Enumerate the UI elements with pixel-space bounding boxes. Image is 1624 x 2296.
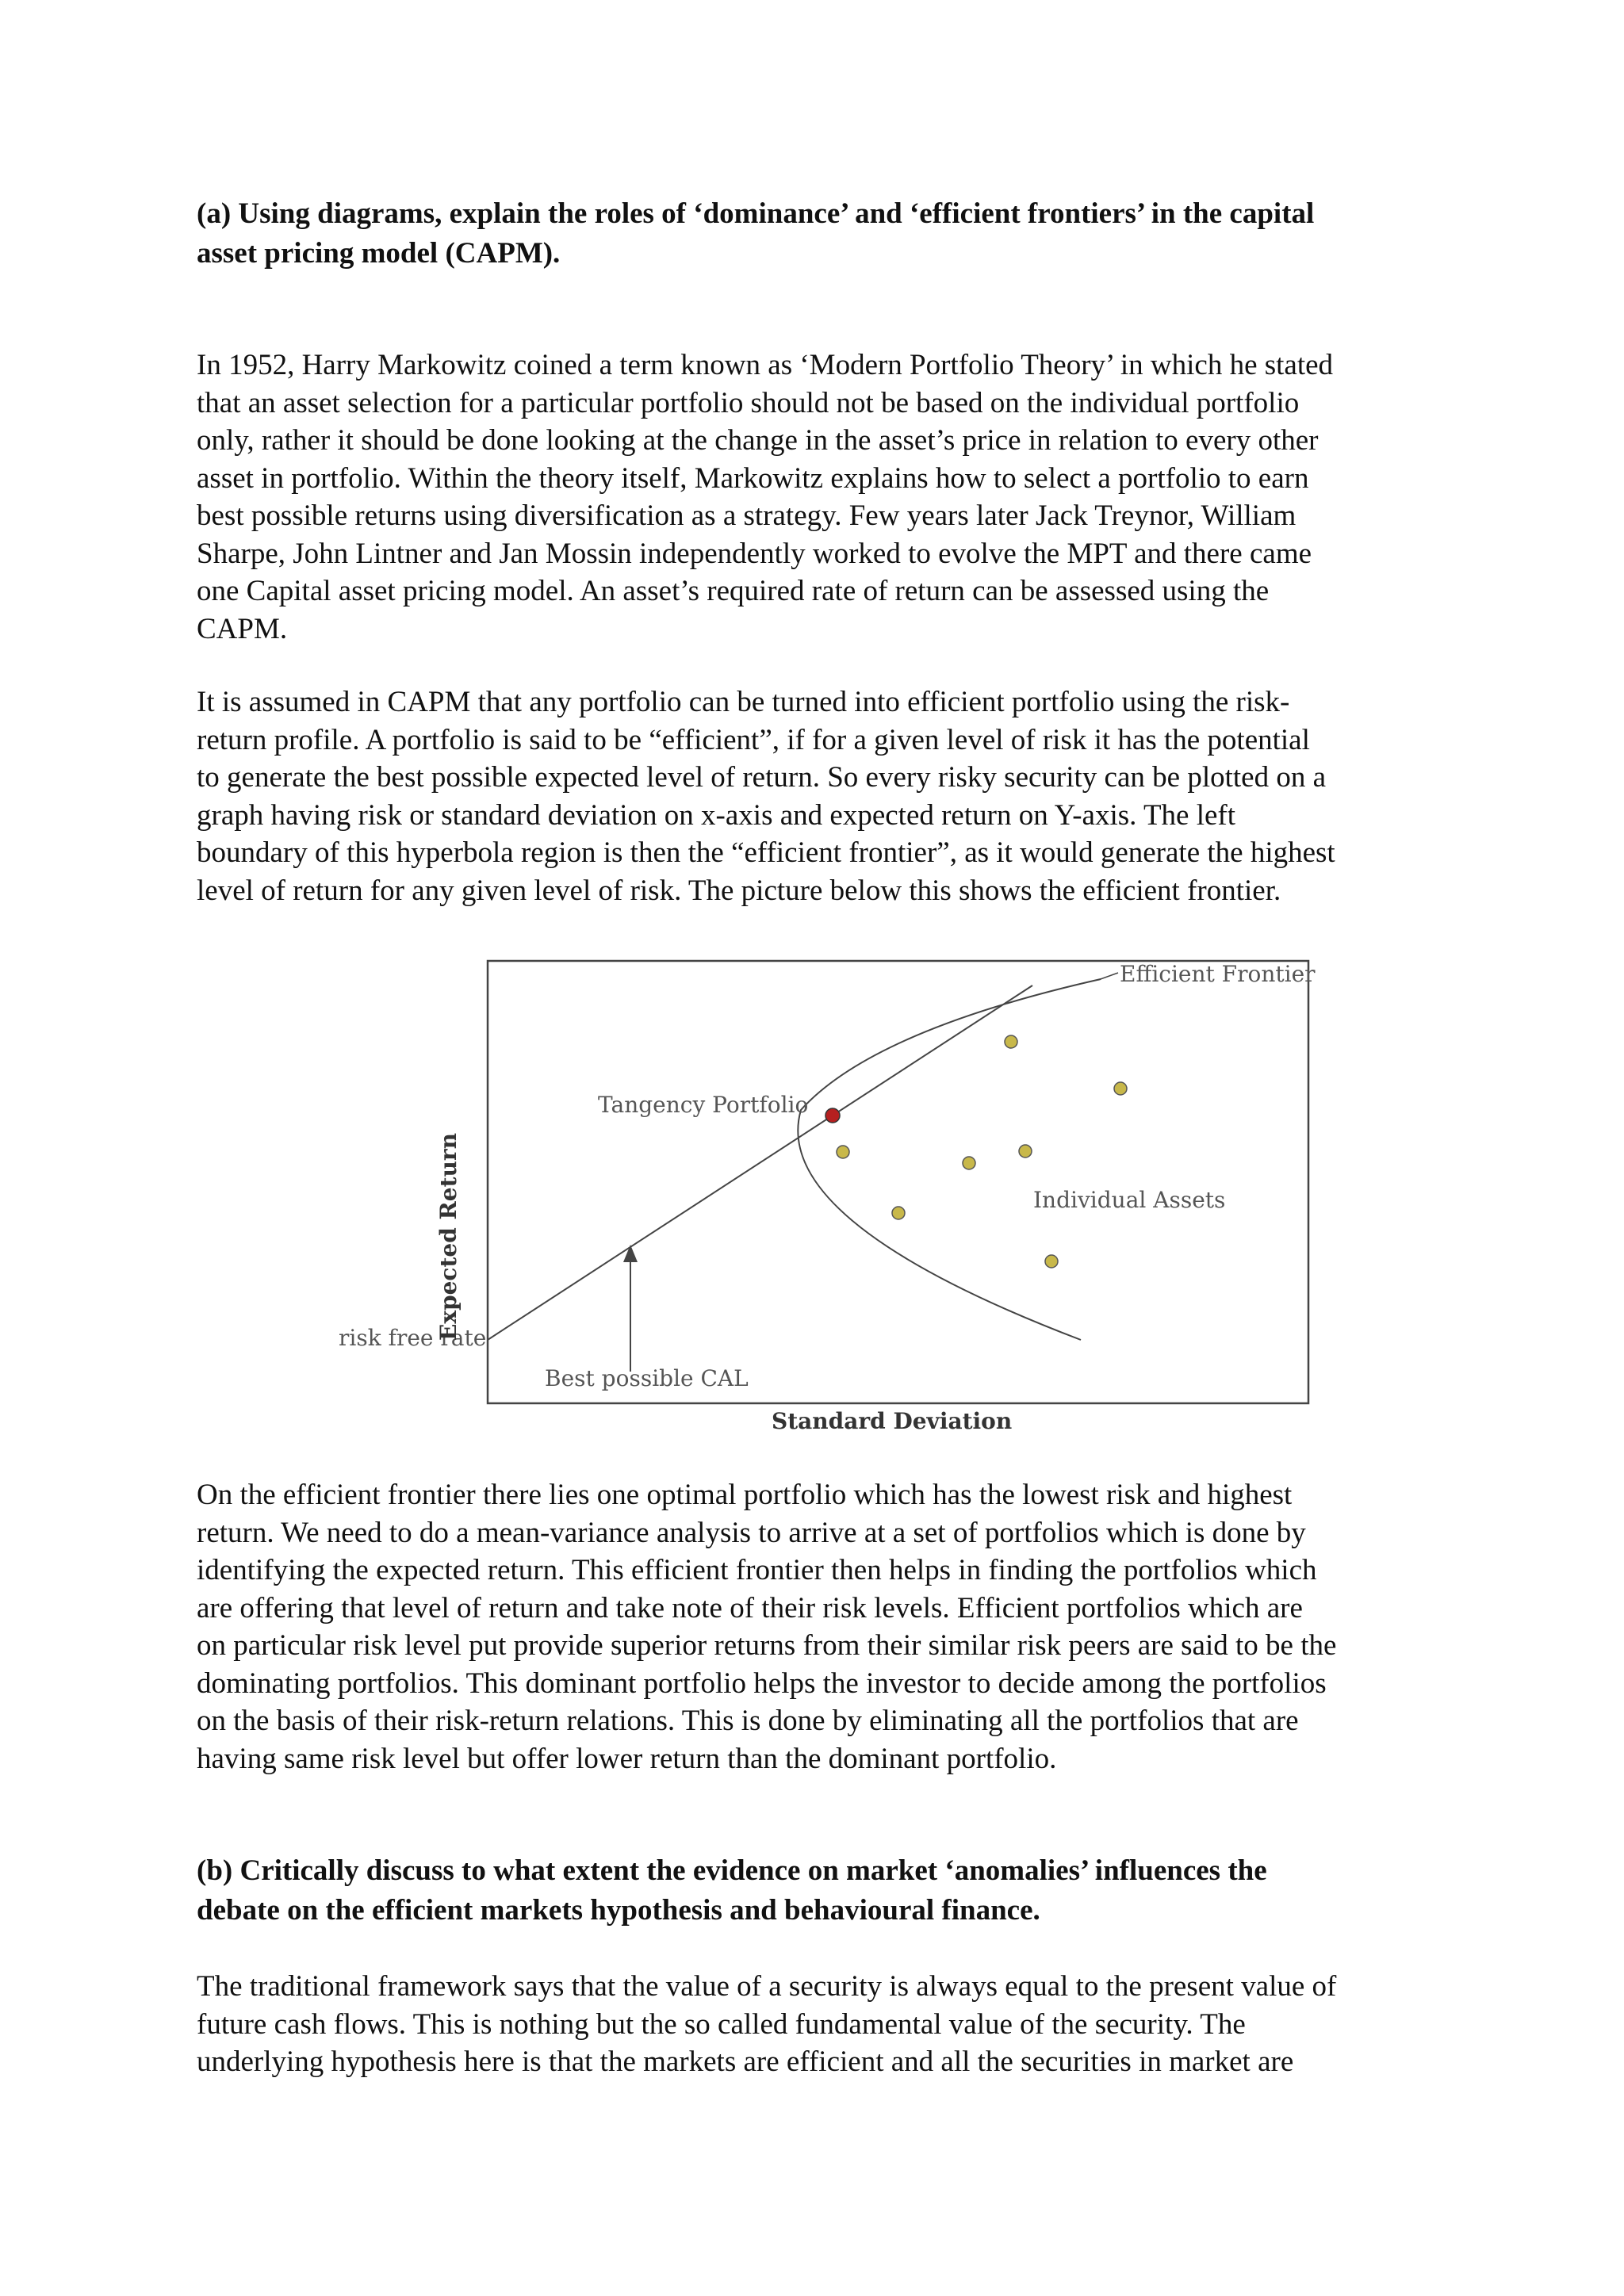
asset-dot — [963, 1157, 975, 1169]
tangency-portfolio-label: Tangency Portfolio — [598, 1092, 809, 1118]
section-b-heading — [197, 1851, 1481, 1931]
asset-dot — [837, 1146, 849, 1158]
efficient-frontier-diagram — [325, 951, 1316, 1443]
text-line: identifying the expected return. This efficient frontier then helps in finding the portfolios which — [197, 1554, 1317, 1586]
text-line: asset in portfolio. Within the theory itself, Markowitz explains how to select a portfolio to earn — [197, 461, 1309, 495]
heading-line: debate on the efficient markets hypothesis and behavioural finance. — [197, 1894, 1040, 1927]
asset-dot — [1019, 1145, 1032, 1158]
text-line: graph having risk or standard deviation on x-axis and expected return on Y-axis. The left — [197, 798, 1236, 832]
text-line: best possible returns using diversification as a strategy. Few years later Jack Treynor, William — [197, 499, 1297, 532]
best-possible-cal-label: Best possible CAL — [545, 1365, 749, 1391]
frontier-leader-line — [1098, 973, 1118, 980]
asset-dot — [1005, 1035, 1017, 1048]
individual-asset-dots — [837, 1035, 1127, 1268]
heading-line: (b) Critically discuss to what extent the evidence on market ‘anomalies’ influences the — [197, 1854, 1267, 1887]
efficient-frontier-label: Efficient Frontier — [1120, 961, 1316, 987]
text-line: future cash flows. This is nothing but the so called fundamental value of the security. The — [197, 2007, 1246, 2041]
text-line: one Capital asset pricing model. An asset’s required rate of return can be assessed using the — [197, 575, 1270, 607]
text-line: On the efficient frontier there lies one optimal portfolio which has the lowest risk and highest — [197, 1479, 1293, 1511]
text-line: underlying hypothesis here is that the markets are efficient and all the securities in market are — [197, 2045, 1294, 2078]
text-line: return profile. A portfolio is said to be “efficient”, if for a given level of risk it has the potential — [197, 723, 1310, 756]
tangency-portfolio-dot — [825, 1108, 840, 1123]
paragraph-markowitz — [197, 346, 1481, 648]
y-axis-label: Expected Return — [435, 1132, 462, 1341]
text-line: In 1952, Harry Markowitz coined a term known as ‘Modern Portfolio Theory’ in which he stated — [197, 349, 1334, 381]
asset-dot — [1045, 1255, 1058, 1268]
cal-arrow-head — [623, 1245, 638, 1262]
section-a-heading — [197, 194, 1481, 274]
x-axis-label: Standard Deviation — [772, 1408, 1013, 1434]
heading-line: (a) Using diagrams, explain the roles of ‘dominance’ and ‘efficient frontiers’ in the capital — [197, 197, 1315, 230]
text-line: return. We need to do a mean-variance analysis to arrive at a set of portfolios which is done by — [197, 1516, 1306, 1549]
text-line: having same risk level but offer lower return than the dominant portfolio. — [197, 1742, 1057, 1775]
individual-assets-label: Individual Assets — [1033, 1187, 1226, 1213]
asset-dot — [892, 1207, 905, 1219]
efficient-frontier-curve — [798, 979, 1101, 1340]
text-line: CAPM. — [197, 612, 288, 645]
paragraph-dominance — [197, 1476, 1481, 1777]
text-line: The traditional framework says that the value of a security is always equal to the present value of — [197, 1970, 1337, 2003]
text-line: dominating portfolios. This dominant portfolio helps the investor to decide among the portfolios — [197, 1667, 1327, 1700]
text-line: Sharpe, John Lintner and Jan Mossin independently worked to evolve the MPT and there came — [197, 537, 1312, 570]
text-line: boundary of this hyperbola region is then the “efficient frontier”, as it would generate the highest — [197, 836, 1335, 869]
text-line: on the basis of their risk-return relations. This is done by eliminating all the portfolios that are — [197, 1705, 1299, 1737]
heading-line: asset pricing model (CAPM). — [197, 237, 561, 270]
paragraph-traditional-framework — [197, 1968, 1481, 2081]
asset-dot — [1114, 1082, 1127, 1095]
text-line: It is assumed in CAPM that any portfolio can be turned into efficient portfolio using the risk- — [197, 686, 1290, 718]
efficient-frontier-figure — [325, 951, 1316, 1443]
text-line: to generate the best possible expected level of return. So every risky security can be plotted on a — [197, 761, 1327, 794]
plot-frame — [488, 961, 1308, 1403]
text-line: are offering that level of return and take note of their risk levels. Efficient portfolios which are — [197, 1591, 1303, 1624]
text-line: that an asset selection for a particular portfolio should not be based on the individual portfolio — [197, 386, 1300, 419]
text-line: level of return for any given level of risk. The picture below this shows the efficient frontier. — [197, 874, 1281, 907]
risk-free-rate-label: risk free rate — [339, 1325, 487, 1351]
text-line: only, rather it should be done looking at the change in the asset’s price in relation to every other — [197, 424, 1319, 457]
paragraph-efficient-portfolio — [197, 683, 1481, 909]
text-line: on particular risk level put provide superior returns from their similar risk peers are said to be the — [197, 1629, 1337, 1662]
capital-allocation-line — [488, 985, 1032, 1340]
